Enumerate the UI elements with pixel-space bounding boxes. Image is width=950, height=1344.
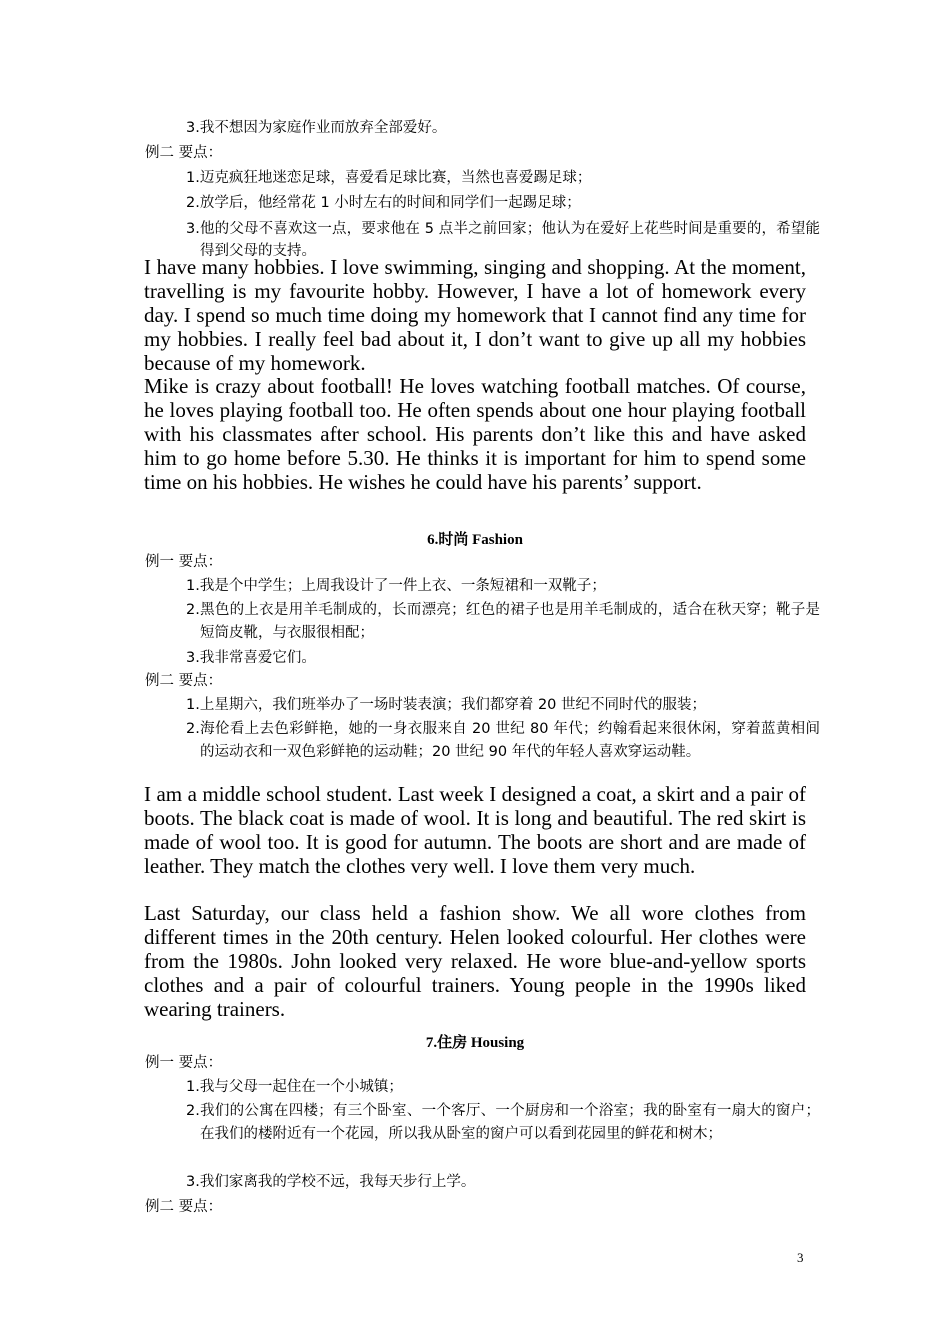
housing-ex2-label: 例二 要点： — [145, 1199, 223, 1215]
fashion-ex2-point-1: 1.上星期六，我们班举办了一场时装表演；我们都穿着 20 世纪不同时代的服装； — [186, 697, 707, 713]
fashion-ex1-point-2: 2.黑色的上衣是用羊毛制成的，长而漂亮；红色的裙子也是用羊毛制成的，适合在秋天穿；靴子是短筒皮靴，与衣服很相配； — [186, 602, 820, 641]
fashion-heading: 6.时尚 Fashion — [427, 532, 523, 548]
hobby-ex2-point-2: 2.放学后，他经常花 1 小时左右的时间和同学们一起踢足球； — [186, 195, 581, 211]
housing-ex1-point-2: 2.我们的公寓在四楼；有三个卧室、一个客厅、一个厨房和一个浴室；我的卧室有一扇大的窗户；在我们的楼附近有一个花园，所以我从卧室的窗户可以看到花园里的鲜花和树木； — [186, 1103, 820, 1142]
hobby-ex2-point-3: 3.他的父母不喜欢这一点，要求他在 5 点半之前回家；他认为在爱好上花些时间是重要的，希望能得到父母的支持。 — [186, 221, 820, 259]
housing-ex1-point-3: 3.我们家离我的学校不远，我每天步行上学。 — [186, 1174, 476, 1190]
fashion-ex1-label: 例一 要点： — [145, 554, 223, 570]
hobby-ex2-label: 例二 要点： — [145, 145, 223, 161]
fashion-ex1-point-1: 1.我是个中学生；上周我设计了一件上衣、一条短裙和一双靴子； — [186, 578, 606, 594]
housing-heading: 7.住房 Housing — [425, 1035, 525, 1051]
hobby-essay-2: Mike is crazy about football! He loves watching football matches. Of course, he loves playing football too. He often spends about one hour playing football with his classmates after school. His parents don’t like this and have asked him to go home before 5.30. He thinks it is important for him to spend some time on his hobbies. He wishes he could have his parents’ support. — [144, 374, 806, 494]
fashion-essay-1: I am a middle school student. Last week I designed a coat, a skirt and a pair of boots. The black coat is made of wool. It is long and beautiful. The red skirt is made of wool too. It is good for autumn. The boots are short and are made of leather. They match the clothes very well. I love them very much. — [144, 782, 806, 878]
housing-ex1-label: 例一 要点： — [145, 1055, 223, 1071]
hobby-ex2-point-1: 1.迈克疯狂地迷恋足球，喜爱看足球比赛，当然也喜爱踢足球； — [186, 170, 592, 186]
fashion-essay-2: Last Saturday, our class held a fashion show. We all wore clothes from different times in the 20th century. Helen looked colourful. Her clothes were from the 1980s. John looked very relaxed. He wore blue-and-yellow sports clothes and a pair of colourful trainers. Young people in the 1990s liked wearing trainers. — [144, 901, 806, 1021]
page-number: 3 — [797, 1250, 804, 1265]
fashion-ex2-point-2: 2.海伦看上去色彩鲜艳，她的一身衣服来自 20 世纪 80 年代；约翰看起来很休闲，穿着蓝黄相间的运动衣和一双色彩鲜艳的运动鞋；20 世纪 90 年代的年轻人喜欢穿运动鞋。 — [186, 721, 820, 760]
housing-ex1-point-1: 1.我与父母一起住在一个小城镇； — [186, 1079, 403, 1095]
fashion-ex1-point-3: 3.我非常喜爱它们。 — [186, 650, 316, 666]
hobby-essay-1: I have many hobbies. I love swimming, singing and shopping. At the moment, travelling is my favourite hobby. However, I have a lot of homework every day. I spend so much time doing my homework that I cannot find any time for my hobbies. I really feel bad about it, I don’t want to give up all my hobbies because of my homework. — [144, 255, 806, 375]
fashion-ex2-label: 例二 要点： — [145, 673, 223, 689]
hobby-ex1-point-3: 3.我不想因为家庭作业而放弃全部爱好。 — [186, 120, 447, 136]
